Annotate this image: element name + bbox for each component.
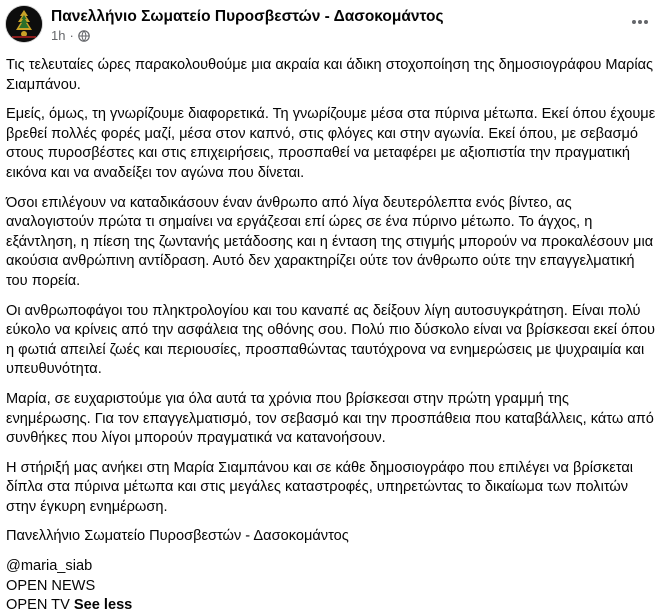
post-tag: OPEN TV <box>6 597 70 614</box>
post-tag[interactable]: @maria_siab <box>6 558 93 575</box>
post-paragraph: Τις τελευταίες ώρες παρακολουθούμε μια ακραία και άδικη στοχοποίηση της δημοσιογράφου Μαρίας Σιαμπάνου. <box>6 57 654 93</box>
post-paragraph: Οι ανθρωποφάγοι του πληκτρολογίου και του καναπέ ας δείξουν λίγη αυτοσυγκράτηση. Είναι πολύ εύκολο να κρίνεις από την ασφάλεια της οθόνης σου. Πολύ πιο δύσκολο είναι να βρίσκεσαι εκεί όπου η φωτιά απειλεί ζωές και περιουσίες, προσπαθώντας ταυτόχρονα να ενημερώσεις με ψυχραιμία και υπευθυνότητα. <box>6 302 655 378</box>
post-header <box>6 6 660 46</box>
page-name-link[interactable]: Πανελλήνιο Σωματείο Πυροσβεστών - Δασοκομάντος <box>51 8 444 25</box>
post-signature: Πανελλήνιο Σωματείο Πυροσβεστών - Δασοκομάντος <box>6 528 349 545</box>
post-meta <box>51 28 90 43</box>
post-tag-line <box>6 596 656 616</box>
globe-icon[interactable] <box>78 30 90 42</box>
post-timestamp[interactable]: 1h <box>51 28 66 43</box>
post-tag: OPEN NEWS <box>6 577 96 594</box>
page-avatar[interactable] <box>6 6 42 42</box>
see-less-button[interactable]: See less <box>73 597 133 614</box>
post-paragraph: Όσοι επιλέγουν να καταδικάσουν έναν άνθρωπο από λίγα δευτερόλεπτα ενός βίντεο, ας αναλογιστούν πρώτα τι σημαίνει να εργάζεσαι επί ώρες σε ένα πύρινο μέτωπο. Το άγχος, η εξάντληση, η πίεση της ζωντανής μετάδοσης και η ένταση της στιγμής μπορούν να προκαλέσουν μια ακούσια ανθρώπινη αντίδραση. Αυτό δεν χαρακτηρίζει ούτε τον άνθρωπο ούτε την επαγγελματική του πορεία. <box>6 194 654 289</box>
post-paragraph: Εμείς, όμως, τη γνωρίζουμε διαφορετικά. Τη γνωρίζουμε μέσα στα πύρινα μέτωπα. Εκεί όπου έχουμε βρεθεί πολλές φορές μαζί, μέσα στον καπνό, στις φλόγες και στην αγωνία. Εκεί όπου, με σεβασμό στους πυροσβέστες και στις επιχειρήσεις, προσπαθεί να μεταφέρει με αξιοπιστία την πραγματική εικόνα και να αναδείξει τον αγώνα που δίνεται. <box>6 106 656 181</box>
meta-separator: · <box>69 28 74 43</box>
more-dots-icon[interactable] <box>628 10 652 34</box>
post-paragraph: Η στήριξή μας ανήκει στη Μαρία Σιαμπάνου και σε κάθε δημοσιογράφο που επιλέγει να βρίσκεται δίπλα στα πύρινα μέτωπα και στις μεγάλες καταστροφές, υπηρετώντας το δικαίωμα των πολιτών στην έγκυρη ενημέρωση. <box>6 459 634 515</box>
post-body <box>6 56 656 616</box>
post-paragraph: Μαρία, σε ευχαριστούμε για όλα αυτά τα χρόνια που βρίσκεσαι στην πρώτη γραμμή της ενημέρωσης. Για τον επαγγελματισμό, τον σεβασμό και την προσπάθεια που καταβάλλεις, κάτω από συνθήκες που λίγοι μπορούν πραγματικά να κατανοήσουν. <box>6 390 654 447</box>
firefighter-logo-icon <box>6 6 42 42</box>
